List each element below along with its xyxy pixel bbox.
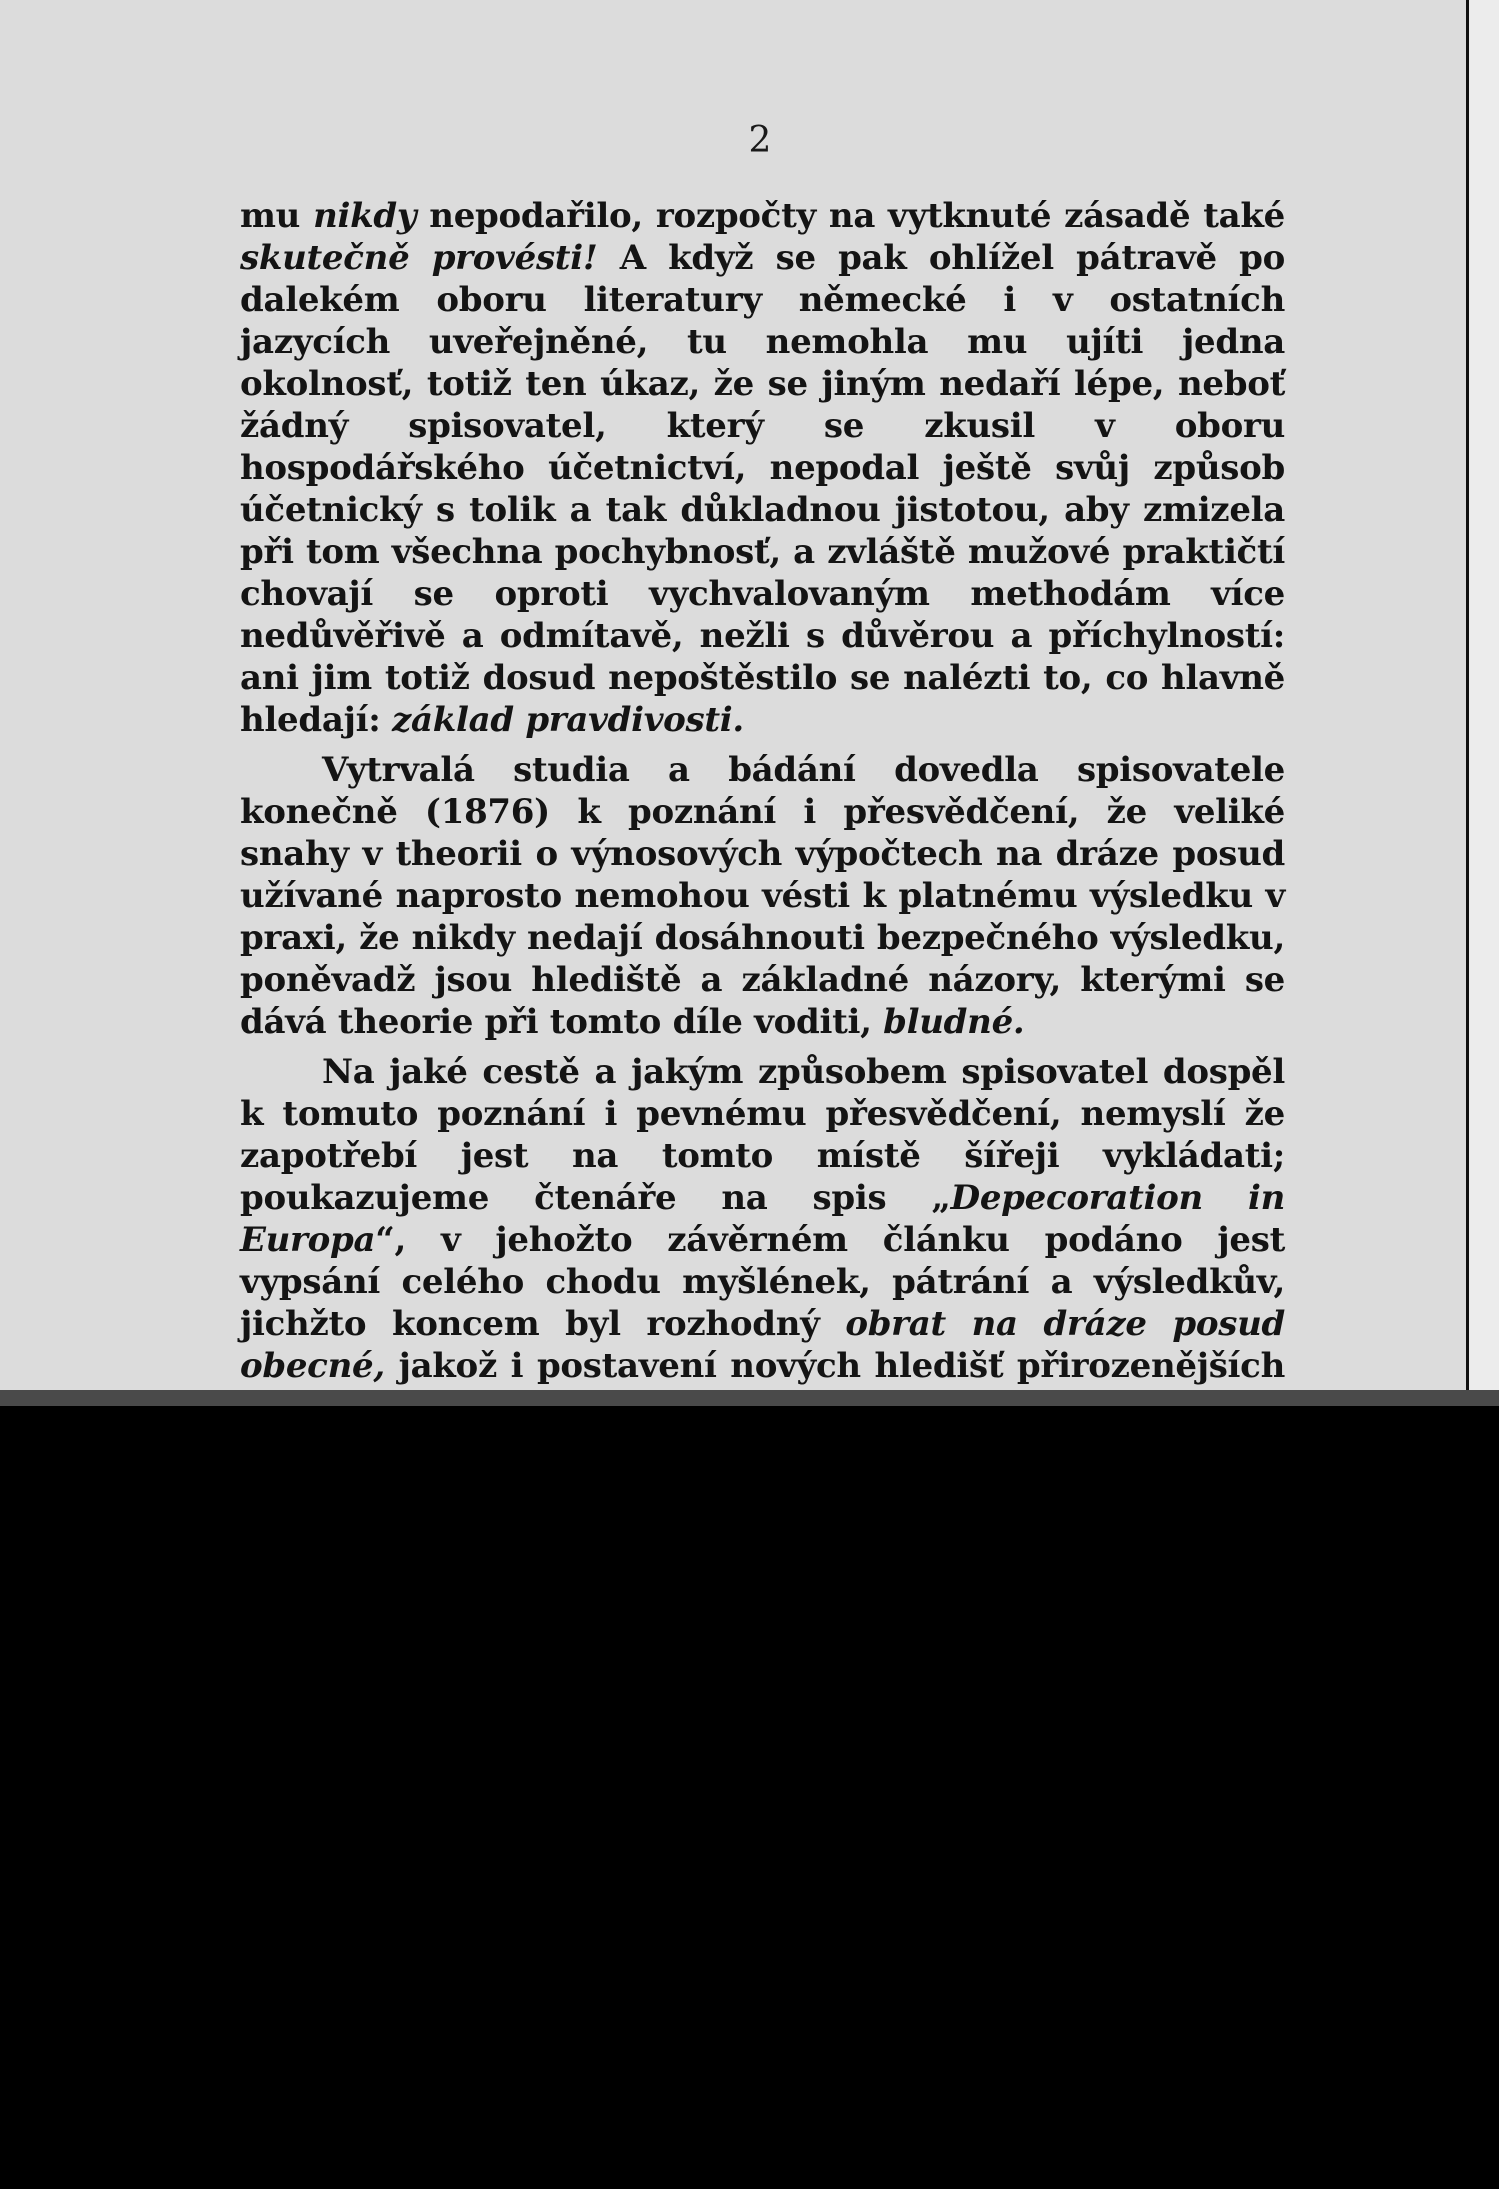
text-segment-italic: skutečně provésti! [240, 238, 598, 278]
paragraph-2 [240, 749, 1285, 1043]
body-text [240, 195, 1285, 1437]
text-segment: jakož i postavení nových hledišť přirozenějších [398, 1346, 1285, 1386]
text-segment-italic: nikdy [313, 196, 417, 236]
text-segment: Na jaké cestě a jakým způsobem spisovatel dospěl k tomuto poznání i pevnému přesvědčení, nemyslí že zapotřebí jest na tomto místě šířeji vykládati; poukazujeme čtenáře na spis „ [240, 1052, 1285, 1218]
text-segment-italic: Depecoration in Europa [240, 1178, 1285, 1260]
page-number: 2 [748, 120, 772, 161]
text-segment-italic: základ pravdivosti. [391, 700, 744, 740]
text-segment: Vytrvalá studia a bádání dovedla spisovatele konečně (1876) k poznání i přesvědčení, že veliké snahy v theorii o výnosových výpočtech na dráze posud užívané naprosto nemohou vésti k platnému výsledku v praxi, že nikdy nedají dosáhnouti bezpečného výsledku, poněvadž jsou hlediště a základné názory, kterými se dává theorie při tomto díle voditi, [240, 750, 1285, 1042]
text-segment: nepodařilo, rozpočty na vytknuté zásadě také [416, 196, 1285, 236]
scan-border [0, 1390, 1499, 1406]
text-segment-italic: obrat na dráze posud obecné, [240, 1304, 1285, 1386]
paragraph-1 [240, 195, 1285, 741]
text-segment: “, v jehožto závěrném článku podáno jest vypsání celého chodu myšlének, pátrání a výsledkův, jichžto koncem byl rozhodný [240, 1220, 1285, 1344]
empty-scan-area [0, 1406, 1499, 2189]
text-segment: mu [240, 196, 314, 236]
paragraph-3 [240, 1051, 1285, 1429]
text-segment: A když se pak ohlížel pátravě po dalekém oboru literatury německé i v ostatních jazycích uveřejněné, tu nemohla mu ujíti jedna okolnosť, totiž ten úkaz, že se jiným nedaří lépe, neboť žádný spisovatel, který se zkusil v oboru hospodářského účetnictví, nepodal ještě svůj způsob účetnický s tolik a tak důkladnou jistotou, aby zmizela při tom všechna pochybnosť, a zvláště mužové praktičtí chovají se oproti vychvalovaným methodám více nedůvěřivě a odmítavě, nežli s důvěrou a příchylností: ani jim totiž dosud nepoštěstilo se nalézti to, co hlavně hledají: [240, 238, 1286, 740]
adjacent-page-edge [1466, 0, 1499, 1390]
text-segment-italic: bludné. [883, 1002, 1025, 1042]
